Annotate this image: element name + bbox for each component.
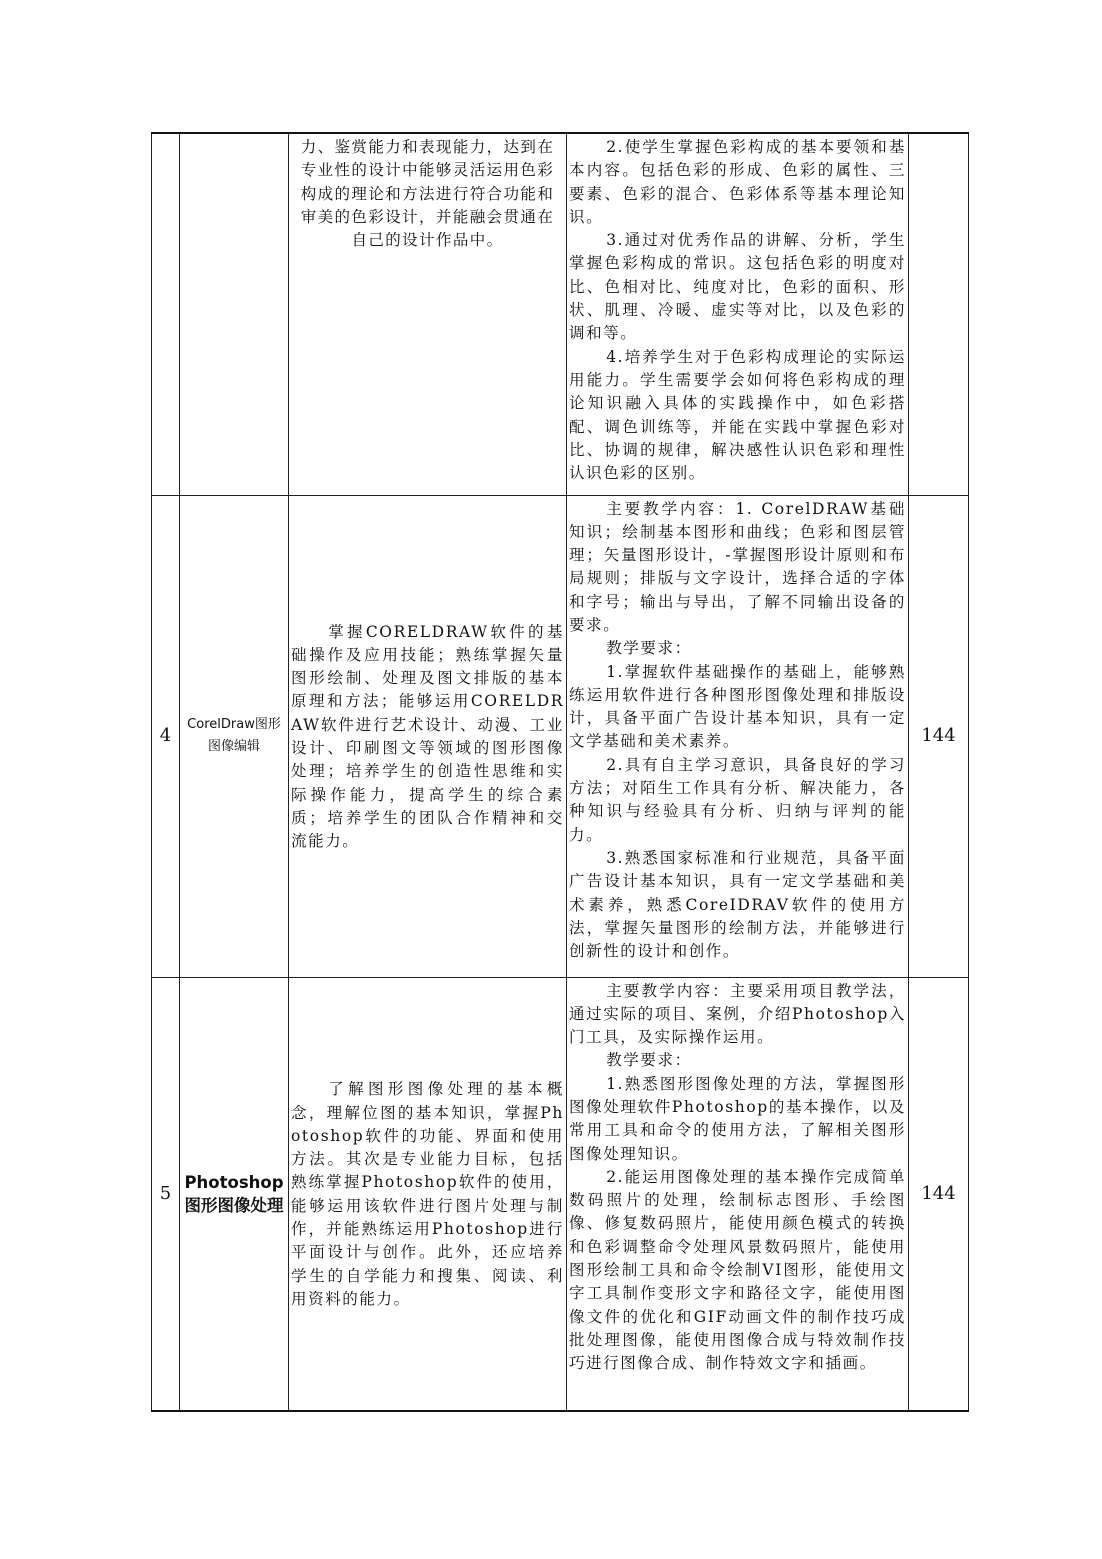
- content-paragraph: 教学要求：: [606, 639, 692, 658]
- course-table: [151, 132, 969, 1412]
- course-content-cell: [567, 495, 909, 977]
- content-paragraph: 4.培养学生对于色彩构成理论的实际运用能力。学生需要学会如何将色彩构成的理论知识融入具体的实践操作中，如色彩搭配、调色训练等，并能在实践中掌握色彩对比、协调的规律，解决感性认识色彩和理性认识色彩的区别。: [569, 347, 906, 483]
- content-paragraph: 教学要求：: [606, 1051, 692, 1070]
- course-content-cell: [567, 977, 909, 1411]
- content-paragraph: 2.具有自主学习意识，具备良好的学习方法；对陌生工作具有分析、解决能力，各种知识与经验具有分析、归纳与评判的能力。: [569, 755, 906, 844]
- course-number-cell: [152, 133, 180, 495]
- course-content-cell: [567, 133, 909, 495]
- course-goal-cell: [289, 133, 567, 495]
- course-name-cell: [180, 977, 289, 1411]
- content-paragraph: 3.通过对优秀作品的讲解、分析，学生掌握色彩构成的常识。这包括色彩的明度对比、色相对比、纯度对比，色彩的面积、形状、肌理、冷暖、虚实等对比，以及色彩的调和等。: [569, 231, 906, 343]
- course-hours-cell: 144: [909, 495, 969, 977]
- table-row: [152, 133, 969, 495]
- course-name-cell: [180, 133, 289, 495]
- table-row: [152, 495, 969, 977]
- course-hours-cell: [909, 133, 969, 495]
- course-goal-cell: [289, 977, 567, 1411]
- course-goal-text: 掌握CORELDRAW软件的基础操作及应用技能；熟练掌握矢量图形绘制、处理及图文排版的基本原理和方法；能够运用CORELDRAW软件进行艺术设计、动漫、工业设计、印刷图文等领域的图形图像处理；培养学生的创造性思维和实际操作能力，提高学生的综合素质；培养学生的团队合作精神和交流能力。: [291, 622, 564, 851]
- content-paragraph: 主要教学内容：主要采用项目教学法，通过实际的项目、案例，介绍Photoshop入门工具，及实际操作运用。: [569, 981, 906, 1047]
- course-number-cell: 5: [152, 977, 180, 1411]
- content-paragraph: 主要教学内容：1. CorelDRAW基础知识；绘制基本图形和曲线；色彩和图层管理；矢量图形设计，-掌握图形设计原则和布局规则；排版与文字设计，选择合适的字体和字号；输出与导出，了解不同输出设备的要求。: [569, 499, 906, 634]
- course-goal-text: 力、鉴赏能力和表现能力，达到在专业性的设计中能够灵活运用色彩构成的理论和方法进行符合功能和审美的色彩设计，并能融会贯通在自己的设计作品中。: [300, 138, 555, 250]
- course-name-cell: [180, 495, 289, 977]
- content-paragraph: 3.熟悉国家标准和行业规范，具备平面广告设计基本知识，具有一定文学基础和美术素养，熟悉CoreIDRAV软件的使用方法，掌握矢量图形的绘制方法，并能够进行创新性的设计和创作。: [569, 848, 906, 961]
- course-goal-cell: [289, 495, 567, 977]
- content-paragraph: 1.熟悉图形图像处理的方法，掌握图形图像处理软件Photoshop的基本操作，以及常用工具和命令的使用方法，了解相关图形图像处理知识。: [569, 1074, 906, 1163]
- course-goal-text: 了解图形图像处理的基本概念，理解位图的基本知识，掌握Photoshop软件的功能、界面和使用方法。其次是专业能力目标，包括熟练掌握Photoshop软件的使用，能够运用该软件进行图片处理与制作，并能熟练运用Photoshop进行平面设计与创作。此外，还应培养学生的自学能力和搜集、阅读、利用资料的能力。: [291, 1080, 564, 1308]
- course-name: Photoshop图形图像处理: [184, 1172, 284, 1215]
- course-name: CorelDraw图形图像编辑: [187, 717, 281, 754]
- course-hours-cell: 144: [909, 977, 969, 1411]
- course-number-cell: 4: [152, 495, 180, 977]
- content-paragraph: 2.使学生掌握色彩构成的基本要领和基本内容。包括色彩的形成、色彩的属性、三要素、色彩的混合、色彩体系等基本理论知识。: [569, 138, 906, 226]
- table-row: [152, 977, 969, 1411]
- content-paragraph: 1.掌握软件基础操作的基础上，能够熟练运用软件进行各种图形图像处理和排版设计，具备平面广告设计基本知识，具有一定文学基础和美术素养。: [569, 662, 906, 751]
- content-paragraph: 2.能运用图像处理的基本操作完成简单数码照片的处理，绘制标志图形、手绘图像、修复数码照片，能使用颜色模式的转换和色彩调整命令处理风景数码照片，能使用图形绘制工具和命令绘制VI图形，能使用文字工具制作变形文字和路径文字，能使用图像文件的优化和GIF动画文件的制作技巧成批处理图像，能使用图像合成与特效制作技巧进行图像合成、制作特效文字和插画。: [569, 1167, 906, 1373]
